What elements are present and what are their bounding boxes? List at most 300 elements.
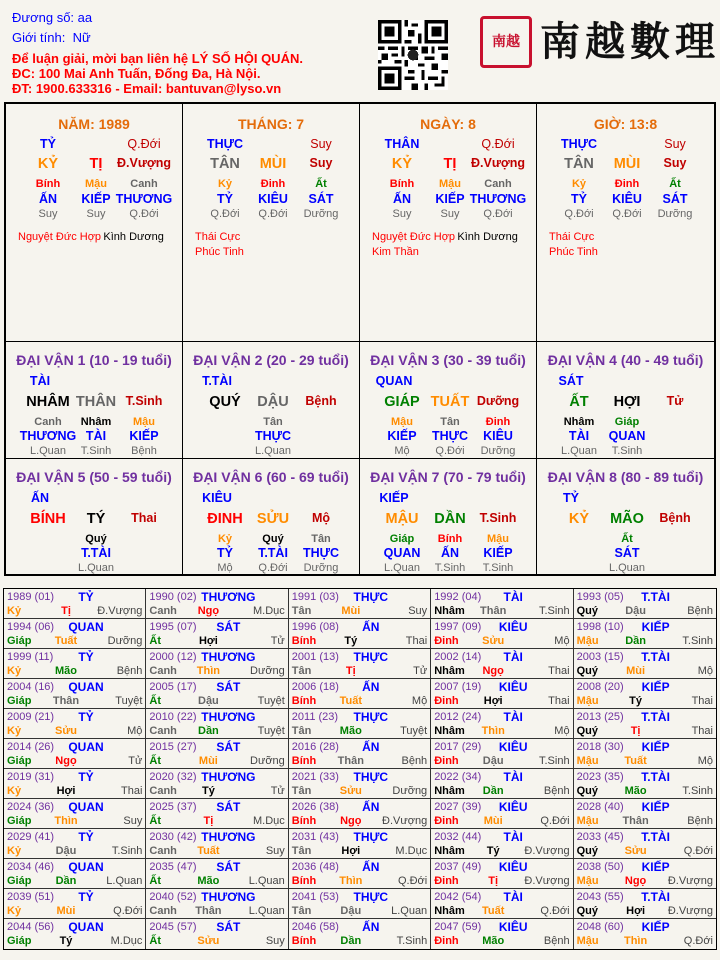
life-phase: T.Sinh	[80, 445, 112, 457]
brand-logo: 南越數理	[540, 18, 720, 65]
year-label: 2005 (17)	[149, 681, 197, 693]
address-line: ĐC: 100 Mai Anh Tuấn, Đống Đa, Hà Nội.	[12, 66, 261, 81]
year-label: 2042 (54)	[434, 891, 482, 903]
year-label: 2006 (18)	[291, 681, 339, 693]
owner-label: Đương số:	[12, 10, 75, 25]
pillar-cell	[183, 104, 360, 342]
hidden-star: ẤN	[392, 192, 412, 206]
year-phase: Tử	[270, 635, 285, 647]
year-phase: Mộ	[554, 635, 570, 647]
year-stem: Quý	[576, 785, 598, 797]
year-branch: Thìn	[623, 935, 648, 947]
year-cell	[4, 859, 146, 889]
year-star: QUAN	[68, 680, 104, 694]
year-star: SÁT	[216, 680, 241, 694]
year-branch: Hợi	[198, 635, 218, 647]
year-cell	[574, 589, 716, 619]
pillar-cell	[537, 104, 714, 342]
year-stem: Ất	[149, 935, 161, 947]
year-phase: Bệnh	[401, 755, 428, 767]
hidden-star: THỰC	[431, 429, 469, 443]
year-phase: Bệnh	[543, 935, 570, 947]
year-star: TỶ	[78, 830, 94, 844]
hidden-stem: Mậu	[391, 416, 413, 428]
year-star: QUAN	[68, 920, 104, 934]
year-star: T.TÀI	[641, 710, 670, 724]
hidden-stem: Mậu	[133, 416, 155, 428]
year-stem: Đinh	[434, 935, 459, 947]
year-cell	[4, 769, 146, 799]
pillar-title: GIỜ: 13:8	[593, 116, 658, 132]
year-label: 2024 (36)	[7, 801, 55, 813]
year-branch: Dần	[55, 875, 77, 887]
hidden-star: KIẾP	[483, 546, 513, 560]
year-stem: Đinh	[434, 695, 459, 707]
year-cell	[289, 589, 431, 619]
dai-van-stem-branch: ĐINH	[207, 511, 243, 527]
hidden-star: KIÊU	[258, 192, 288, 206]
year-star: TÀI	[503, 590, 523, 604]
year-label: 2045 (57)	[149, 921, 197, 933]
year-stem: Bính	[291, 935, 317, 947]
year-stem: Giáp	[7, 875, 32, 887]
year-phase: Bệnh	[543, 785, 570, 797]
life-phase: Q.Đới	[210, 208, 240, 220]
year-stem: Giáp	[7, 815, 32, 827]
year-stem: Đinh	[434, 755, 459, 767]
pillar-cell	[360, 104, 537, 342]
year-cell	[4, 919, 146, 949]
year-phase: T.Sinh	[682, 635, 713, 647]
life-phase: L.Quan	[560, 445, 598, 457]
dai-van-title: ĐẠI VẬN 2 (20 - 29 tuổi)	[193, 352, 349, 368]
year-star: THƯƠNG	[201, 890, 256, 904]
year-branch: Tị	[61, 605, 71, 617]
year-branch: Ngọ	[624, 875, 647, 887]
year-star: TÀI	[503, 890, 523, 904]
year-phase: L.Quan	[106, 875, 143, 887]
year-label: 1992 (04)	[434, 591, 482, 603]
dai-van-star: TÀI	[29, 374, 51, 388]
year-cell	[574, 739, 716, 769]
year-stem: Bính	[291, 695, 317, 707]
year-cell	[289, 799, 431, 829]
year-label: 2044 (56)	[7, 921, 55, 933]
year-stem: Quý	[576, 605, 598, 617]
dai-van-stem-branch: TÝ	[86, 511, 106, 527]
year-star: TỶ	[78, 770, 94, 784]
year-branch: Hợi	[626, 905, 646, 917]
pillar-title: NĂM: 1989	[58, 116, 130, 132]
year-label: 2019 (31)	[7, 771, 55, 783]
dai-van-title: ĐẠI VẬN 1 (10 - 19 tuổi)	[16, 352, 172, 368]
year-cell	[4, 589, 146, 619]
life-phase: Dưỡng	[303, 208, 339, 220]
year-label: 1996 (08)	[291, 621, 339, 633]
life-phase: Suy	[86, 208, 106, 220]
shensha-note: Kình Dương	[103, 231, 164, 243]
header	[0, 0, 720, 100]
year-label: 2043 (55)	[576, 891, 624, 903]
year-cell	[431, 619, 573, 649]
year-label: 2011 (23)	[291, 711, 339, 723]
year-stem: Quý	[576, 665, 598, 677]
year-branch: Mùi	[626, 665, 646, 677]
year-branch: Tý	[59, 935, 73, 947]
dai-van-star: KIÊU	[202, 491, 232, 505]
year-stem: Quý	[576, 905, 598, 917]
year-branch: Hợi	[341, 845, 361, 857]
year-phase: L.Quan	[248, 875, 285, 887]
year-star: SÁT	[216, 860, 241, 874]
dai-van-stem-branch: NHÂM	[26, 394, 70, 410]
year-branch: Hợi	[56, 785, 76, 797]
dai-van-stem-branch: Mộ	[311, 511, 331, 525]
ten-god-star: THÂN	[384, 137, 420, 151]
year-label: 1995 (07)	[149, 621, 197, 633]
year-star: SÁT	[216, 620, 241, 634]
yearly-grid	[3, 588, 717, 950]
dai-van-cell	[360, 459, 537, 576]
gender-value: Nữ	[72, 30, 91, 45]
dai-van-cell	[537, 342, 714, 459]
year-branch: Dậu	[55, 845, 77, 857]
year-label: 2035 (47)	[149, 861, 197, 873]
year-stem: Bính	[291, 875, 317, 887]
year-stem: Canh	[149, 725, 177, 737]
year-stem: Nhâm	[434, 725, 465, 737]
year-stem: Nhâm	[434, 605, 465, 617]
hidden-stem: Ất	[621, 533, 633, 545]
year-cell	[574, 679, 716, 709]
year-phase: Tuyệt	[257, 695, 285, 707]
year-branch: Mão	[339, 725, 362, 737]
year-stem: Quý	[576, 725, 598, 737]
year-stem: Ất	[149, 695, 161, 707]
year-label: 2002 (14)	[434, 651, 482, 663]
year-stem: Giáp	[7, 695, 32, 707]
year-stem: Ất	[149, 755, 161, 767]
year-branch: Ngọ	[482, 665, 504, 677]
year-star: KIÊU	[498, 620, 528, 634]
year-phase: Tử	[128, 755, 143, 767]
year-stem: Quý	[576, 845, 598, 857]
dai-van-title: ĐẠI VẬN 6 (60 - 69 tuổi)	[193, 469, 349, 485]
year-label: 2021 (33)	[291, 771, 339, 783]
hidden-stem: Canh	[34, 416, 62, 428]
year-cell	[289, 709, 431, 739]
year-cell	[4, 679, 146, 709]
year-star: SÁT	[216, 800, 241, 814]
year-stem: Mậu	[576, 755, 599, 767]
dai-van-star: ẤN	[30, 491, 50, 505]
hidden-stem: Nhâm	[563, 416, 595, 428]
hidden-star: KIẾP	[129, 429, 159, 443]
year-phase: Tử	[270, 785, 285, 797]
hidden-star: SÁT	[662, 192, 688, 206]
year-cell	[146, 649, 288, 679]
year-stem: Mậu	[576, 815, 599, 827]
year-branch: Sửu	[54, 725, 78, 737]
year-stem: Canh	[149, 845, 177, 857]
year-cell	[289, 919, 431, 949]
pillar-cell	[6, 104, 183, 342]
dai-van-stem-branch: Thai	[131, 511, 157, 525]
ten-god-right: Q.Đới	[127, 137, 161, 151]
phone-email-line[interactable]: ĐT: 1900.633316 - Email: bantuvan@lyso.vn	[12, 81, 282, 96]
hidden-stem: Đinh	[260, 178, 286, 190]
year-phase: M.Dục	[253, 605, 285, 617]
hidden-star: TÀI	[568, 429, 590, 443]
dai-van-title: ĐẠI VẬN 3 (30 - 39 tuổi)	[370, 352, 526, 368]
year-label: 2001 (13)	[291, 651, 339, 663]
stem-branch: MÙI	[613, 156, 641, 172]
year-stem: Đinh	[434, 815, 459, 827]
year-phase: L.Quan	[391, 905, 428, 917]
hidden-star: SÁT	[308, 192, 334, 206]
dai-van-cell	[537, 459, 714, 576]
hidden-star: KIẾP	[387, 429, 417, 443]
year-branch: Thìn	[196, 665, 220, 677]
year-branch: Dậu	[625, 605, 646, 617]
hidden-stem: Tân	[263, 416, 283, 428]
year-label: 2013 (25)	[576, 711, 624, 723]
life-phase: L.Quan	[77, 562, 115, 574]
hidden-star: KIẾP	[81, 192, 111, 206]
gender-label: Giới tính:	[12, 30, 66, 45]
hidden-star: KIÊU	[483, 429, 513, 443]
year-phase: Thai	[405, 635, 428, 647]
year-phase: Suy	[123, 815, 143, 827]
year-cell	[574, 769, 716, 799]
year-label: 2007 (19)	[434, 681, 482, 693]
hidden-stem: Kỷ	[217, 533, 233, 545]
year-label: 2004 (16)	[7, 681, 55, 693]
year-star: THỰC	[353, 590, 389, 604]
year-stem: Tân	[291, 725, 312, 737]
year-phase: M.Dục	[253, 815, 285, 827]
year-star: SÁT	[216, 740, 241, 754]
hidden-stem: Kỷ	[217, 178, 233, 190]
year-star: T.TÀI	[641, 590, 670, 604]
stem-branch: Đ.Vượng	[470, 156, 526, 170]
qr-code-icon[interactable]	[378, 20, 448, 90]
contact-invite: Để luận giải, mời bạn liên hệ LÝ SỐ HỘI QUÁN.	[12, 51, 303, 66]
year-label: 2000 (12)	[149, 651, 197, 663]
year-branch: Dần	[482, 785, 504, 797]
year-cell	[289, 679, 431, 709]
year-label: 2015 (27)	[149, 741, 197, 753]
life-phase: Q.Đới	[612, 208, 642, 220]
hidden-stem: Tân	[440, 416, 460, 428]
year-cell	[431, 769, 573, 799]
year-stem: Canh	[149, 785, 177, 797]
year-branch: Tý	[344, 635, 358, 647]
year-label: 1993 (05)	[576, 591, 624, 603]
year-label: 1989 (01)	[7, 591, 55, 603]
year-star: ẤN	[362, 680, 380, 694]
shensha-note: Phúc Tinh	[195, 246, 244, 258]
dai-van-stem-branch: DẬU	[257, 394, 289, 410]
year-phase: Q.Đới	[540, 815, 570, 827]
dai-van-star: QUAN	[375, 374, 413, 388]
shensha-note: Kình Dương	[457, 231, 518, 243]
year-cell	[574, 709, 716, 739]
year-branch: Mùi	[56, 905, 76, 917]
year-cell	[146, 679, 288, 709]
year-branch: Dậu	[340, 905, 362, 917]
hidden-star: KIÊU	[612, 192, 642, 206]
year-branch: Thìn	[339, 875, 363, 887]
chart-grid	[4, 102, 716, 576]
hidden-stem: Mậu	[487, 533, 509, 545]
year-phase: Q.Đới	[683, 935, 713, 947]
stem-branch: MÙI	[259, 156, 287, 172]
year-branch: Sửu	[197, 935, 220, 947]
year-phase: Dưỡng	[250, 755, 285, 767]
year-stem: Tân	[291, 785, 312, 797]
year-phase: Tuyệt	[257, 725, 285, 737]
hidden-star: THỰC	[254, 429, 292, 443]
year-star: TỶ	[78, 710, 94, 724]
life-phase: Bệnh	[131, 445, 157, 457]
life-phase: L.Quan	[383, 562, 421, 574]
year-cell	[431, 709, 573, 739]
hidden-stem: Nhâm	[80, 416, 112, 428]
dai-van-cell	[6, 342, 183, 459]
stem-branch: TỊ	[89, 156, 103, 172]
year-star: T.TÀI	[641, 650, 670, 664]
year-label: 2028 (40)	[576, 801, 624, 813]
year-star: TÀI	[503, 830, 523, 844]
dai-van-title: ĐẠI VẬN 5 (50 - 59 tuổi)	[16, 469, 172, 485]
year-branch: Tý	[201, 785, 215, 797]
year-branch: Tị	[488, 875, 499, 887]
year-phase: Bệnh	[116, 665, 143, 677]
year-stem: Kỷ	[7, 785, 22, 797]
year-label: 2038 (50)	[576, 861, 624, 873]
hidden-star: ẤN	[440, 546, 460, 560]
year-cell	[4, 739, 146, 769]
ten-god-star: THỰC	[560, 137, 598, 151]
year-stem: Kỷ	[7, 905, 22, 917]
life-phase: Suy	[392, 208, 412, 220]
year-star: T.TÀI	[641, 830, 670, 844]
dai-van-stem-branch: QUÝ	[209, 394, 241, 410]
year-phase: Q.Đới	[397, 875, 428, 887]
year-stem: Nhâm	[434, 665, 465, 677]
year-star: TỶ	[78, 590, 94, 604]
hidden-stem: Tân	[311, 533, 331, 545]
stem-branch: KỶ	[37, 156, 59, 172]
year-label: 2036 (48)	[291, 861, 339, 873]
year-phase: Đ.Vượng	[667, 905, 713, 917]
year-cell	[4, 649, 146, 679]
year-cell	[574, 619, 716, 649]
dai-van-stem-branch: ẤT	[569, 394, 589, 410]
year-cell	[146, 589, 288, 619]
year-stem: Ất	[149, 875, 161, 887]
dai-van-star: TỶ	[563, 491, 579, 505]
year-label: 2018 (30)	[576, 741, 624, 753]
year-stem: Canh	[149, 665, 177, 677]
year-star: KIẾP	[641, 740, 670, 754]
year-cell	[574, 829, 716, 859]
year-cell	[289, 859, 431, 889]
seal-logo-icon: 南越	[480, 16, 532, 68]
life-phase: Q.Đới	[435, 445, 465, 457]
life-phase: T.Sinh	[434, 562, 466, 574]
year-phase: Thai	[548, 665, 570, 677]
year-label: 2040 (52)	[149, 891, 197, 903]
year-label: 1999 (11)	[7, 651, 54, 663]
dai-van-stem-branch: T.Sinh	[479, 511, 517, 525]
year-cell	[574, 889, 716, 919]
year-star: KIẾP	[641, 860, 670, 874]
year-phase: Mộ	[411, 695, 428, 707]
year-cell	[289, 889, 431, 919]
dai-van-title: ĐẠI VẬN 8 (80 - 89 tuổi)	[547, 469, 704, 485]
year-stem: Giáp	[7, 935, 32, 947]
year-star: KIÊU	[498, 680, 528, 694]
year-phase: Thai	[691, 725, 713, 737]
year-label: 1990 (02)	[149, 591, 197, 603]
year-branch: Sửu	[482, 635, 505, 647]
year-label: 2047 (59)	[434, 921, 482, 933]
year-cell	[289, 769, 431, 799]
year-stem: Mậu	[576, 875, 599, 887]
year-branch: Mùi	[341, 605, 361, 617]
life-phase: Dưỡng	[480, 445, 516, 457]
year-stem: Bính	[291, 815, 317, 827]
hidden-stem: Quý	[262, 533, 284, 545]
year-cell	[4, 709, 146, 739]
year-cell	[289, 649, 431, 679]
owner-line	[12, 10, 92, 25]
hidden-star: TÀI	[85, 429, 107, 443]
year-label: 2026 (38)	[291, 801, 339, 813]
year-branch: Tuất	[197, 845, 220, 857]
year-cell	[4, 829, 146, 859]
year-cell	[4, 799, 146, 829]
year-stem: Canh	[149, 905, 177, 917]
year-phase: Tử	[413, 665, 428, 677]
year-phase: Suy	[265, 935, 285, 947]
year-branch: Sửu	[339, 785, 362, 797]
ten-god-right: Suy	[664, 137, 686, 151]
year-star: ẤN	[362, 860, 380, 874]
shensha-note: Thái Cực	[195, 231, 241, 243]
year-star: ẤN	[362, 740, 380, 754]
year-phase: Đ.Vượng	[382, 815, 428, 827]
year-label: 2031 (43)	[291, 831, 339, 843]
dai-van-stem-branch: MÃO	[610, 511, 644, 527]
year-star: TÀI	[503, 710, 523, 724]
year-label: 2027 (39)	[434, 801, 482, 813]
year-phase: L.Quan	[248, 905, 285, 917]
year-cell	[146, 619, 288, 649]
hidden-stem: Mậu	[85, 178, 107, 190]
stem-branch: TỊ	[443, 156, 457, 172]
hidden-stem: Giáp	[614, 416, 640, 428]
dai-van-stem-branch: GIÁP	[384, 394, 420, 410]
year-cell	[431, 889, 573, 919]
ten-god-right: Suy	[310, 137, 332, 151]
hidden-stem: Canh	[130, 178, 158, 190]
year-star: ẤN	[362, 620, 380, 634]
year-star: QUAN	[68, 800, 104, 814]
year-cell	[574, 859, 716, 889]
